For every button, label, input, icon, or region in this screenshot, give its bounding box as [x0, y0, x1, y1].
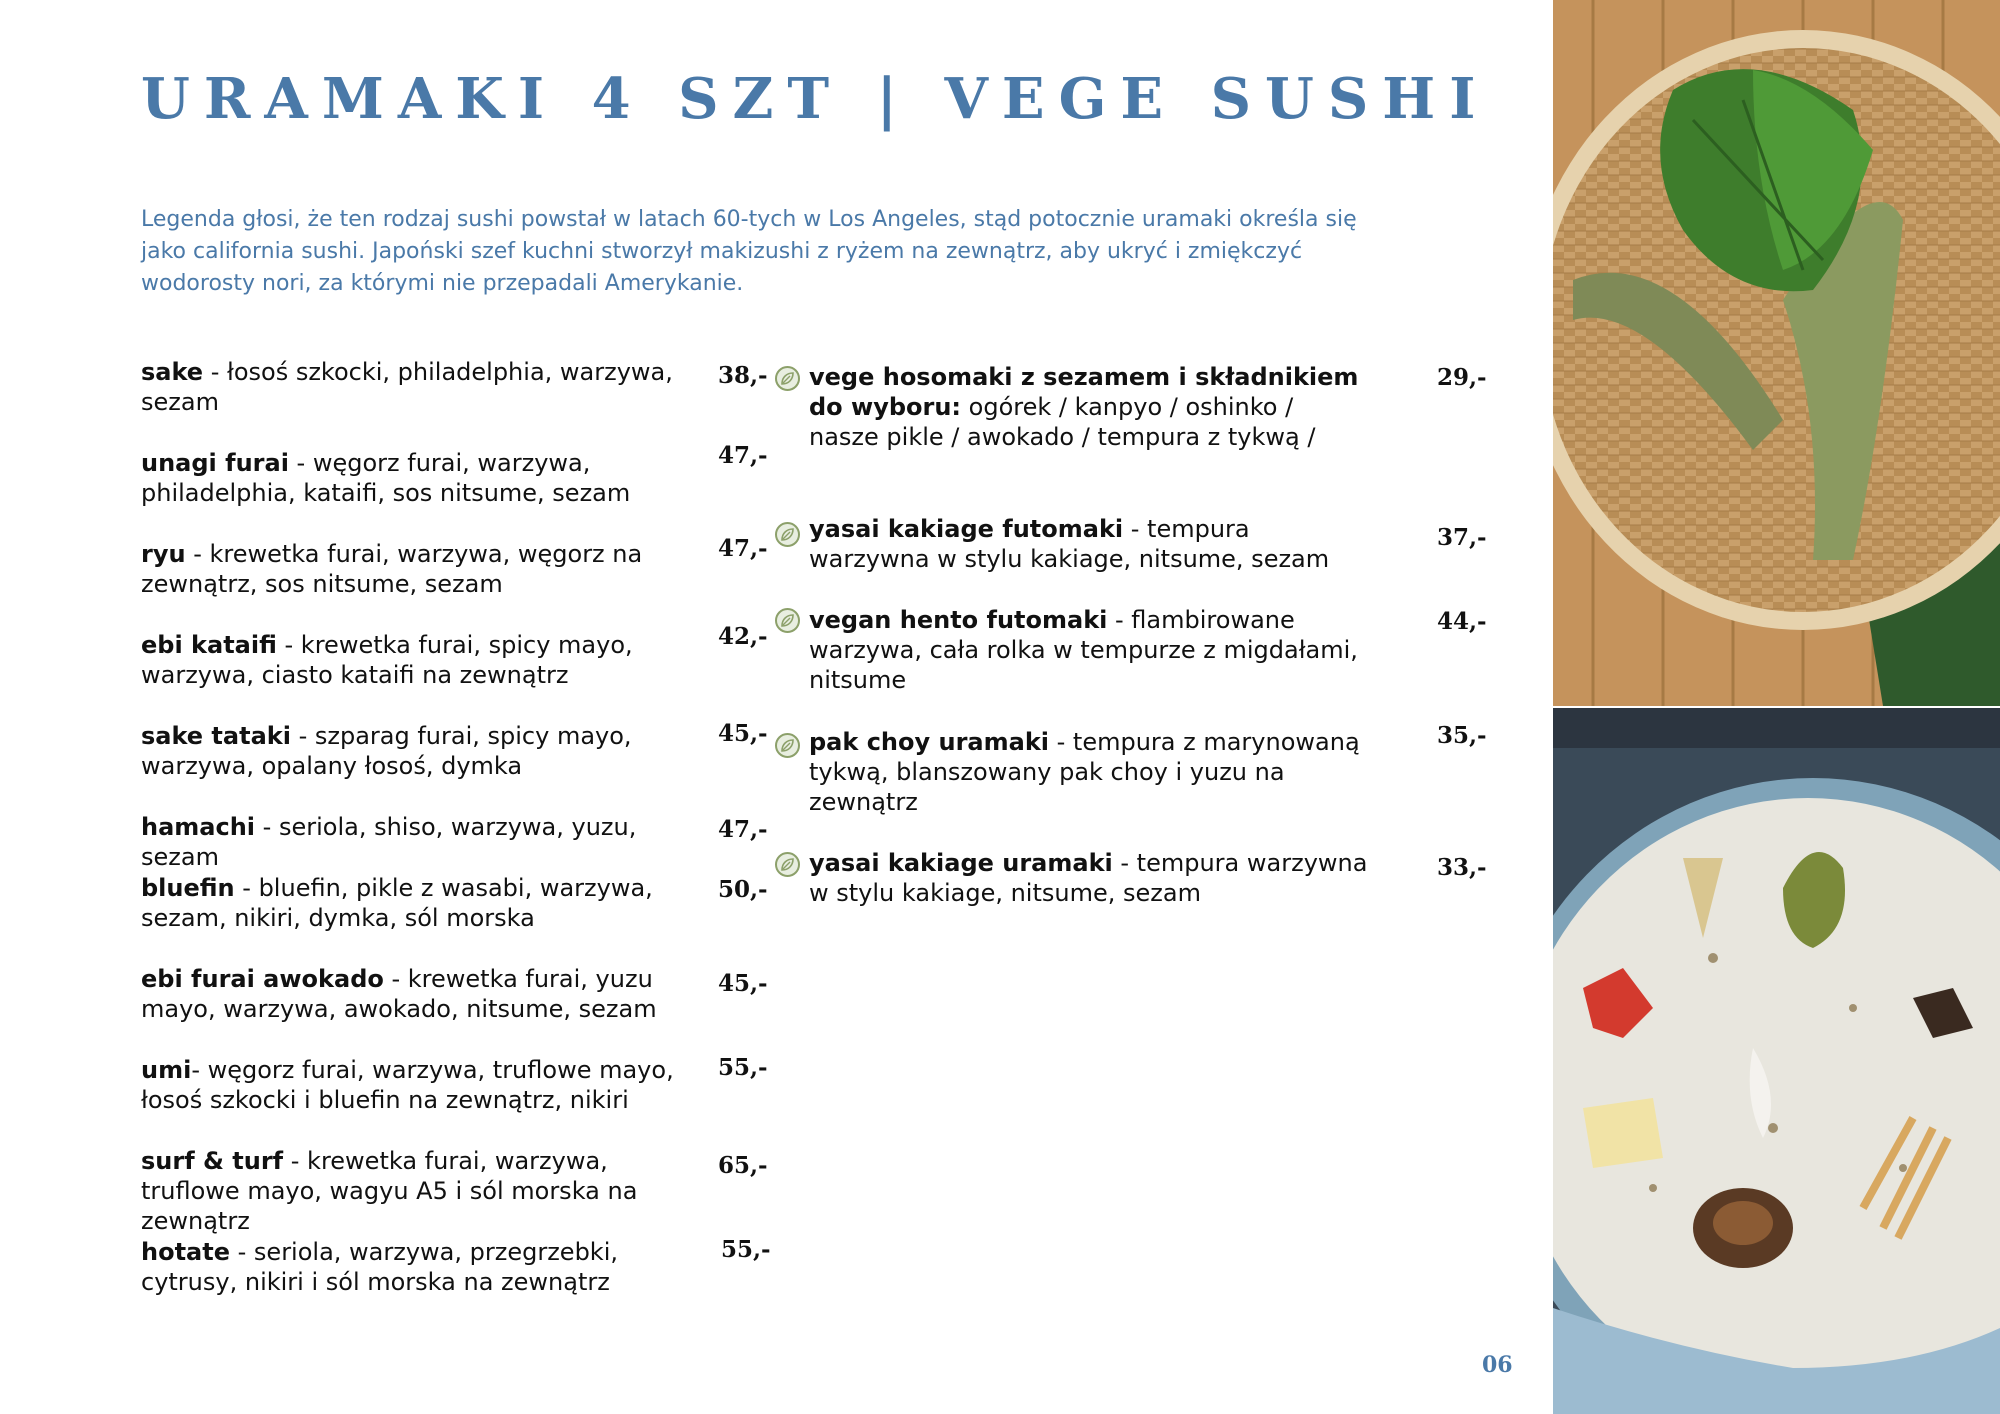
item-description: - szparag furai, spicy mayo, warzywa, opalany łosoś, dymka: [141, 722, 632, 780]
item-name: surf & turf: [141, 1147, 284, 1175]
menu-item: [141, 448, 706, 508]
menu-item: [141, 964, 706, 1024]
vegan-leaf-icon: [775, 366, 800, 391]
page-number: 06: [1482, 1352, 1513, 1378]
menu-item: [141, 1146, 706, 1236]
item-price: 35,-: [1437, 722, 1487, 749]
menu-item: [141, 721, 706, 781]
item-description: - seriola, warzywa, przegrzebki, cytrusy, nikiri i sól morska na zewnątrz: [141, 1238, 618, 1296]
item-price: 65,-: [718, 1152, 768, 1179]
item-description: - bluefin, pikle z wasabi, warzywa, sezam, nikiri, dymka, sól morska: [141, 874, 653, 932]
item-description: - tempura warzywna w stylu kakiage, nitsume, sezam: [809, 849, 1368, 907]
item-name: pak choy uramaki: [809, 728, 1049, 756]
item-price: 38,-: [718, 362, 768, 389]
item-description: - seriola, shiso, warzywa, yuzu, sezam: [141, 813, 637, 871]
item-name: unagi furai: [141, 449, 289, 477]
item-name: yasai kakiage uramaki: [809, 849, 1113, 877]
item-name: vege hosomaki z sezamem i składnikiem do wyboru:: [809, 363, 1359, 421]
page-title: URAMAKI 4 SZT | VEGE SUSHI: [141, 66, 1490, 132]
vegan-leaf-icon: [775, 733, 800, 758]
item-description: - krewetka furai, spicy mayo, warzywa, ciasto kataifi na zewnątrz: [141, 631, 633, 689]
vegan-leaf-icon: [775, 608, 800, 633]
item-name: ryu: [141, 540, 186, 568]
item-price: 55,-: [718, 1054, 768, 1081]
item-description: - tempura warzywna w stylu kakiage, nitsume, sezam: [809, 515, 1330, 573]
menu-item: [141, 812, 706, 872]
item-name: umi: [141, 1056, 192, 1084]
menu-item: [141, 873, 706, 933]
menu-item: [809, 514, 1369, 574]
item-description: ogórek / kanpyo / oshinko / nasze pikle / awokado / tempura z tykwą /: [809, 393, 1316, 451]
item-description: - flambirowane warzywa, cała rolka w tempurze z migdałami, nitsume: [809, 606, 1358, 694]
item-name: sake: [141, 358, 204, 386]
item-price: 47,-: [718, 535, 768, 562]
menu-item: [141, 1055, 706, 1115]
item-price: 45,-: [718, 720, 768, 747]
item-description: - krewetka furai, warzywa, truflowe mayo, wagyu A5 i sól morska na zewnątrz: [141, 1147, 638, 1235]
pickles-plate-photo: [1553, 708, 2000, 1414]
item-price: 37,-: [1437, 524, 1487, 551]
menu-item: [141, 1237, 706, 1297]
menu-item: [809, 848, 1369, 908]
item-description: - tempura z marynowaną tykwą, blanszowany pak choy i yuzu na zewnątrz: [809, 728, 1360, 816]
item-name: hotate: [141, 1238, 230, 1266]
item-price: 42,-: [718, 623, 768, 650]
item-name: hamachi: [141, 813, 256, 841]
menu-item: [141, 630, 706, 690]
item-description: - krewetka furai, warzywa, węgorz na zewnątrz, sos nitsume, sezam: [141, 540, 643, 598]
item-price: 45,-: [718, 970, 768, 997]
menu-item: [809, 727, 1369, 817]
item-price: 33,-: [1437, 854, 1487, 881]
item-description: - węgorz furai, warzywa, truflowe mayo, łosoś szkocki i bluefin na zewnątrz, nikiri: [141, 1056, 674, 1114]
item-name: sake tataki: [141, 722, 291, 750]
item-description: - węgorz furai, warzywa, philadelphia, kataifi, sos nitsume, sezam: [141, 449, 631, 507]
menu-item: [809, 605, 1369, 695]
item-name: vegan hento futomaki: [809, 606, 1108, 634]
item-price: 55,-: [721, 1236, 771, 1263]
vegan-leaf-icon: [775, 852, 800, 877]
item-price: 44,-: [1437, 608, 1487, 635]
item-price: 29,-: [1437, 364, 1487, 391]
wasabi-shiso-photo: [1553, 0, 2000, 706]
vegan-leaf-icon: [775, 522, 800, 547]
menu-item: [141, 357, 706, 417]
item-price: 47,-: [718, 816, 768, 843]
item-price: 50,-: [718, 876, 768, 903]
item-description: - łosoś szkocki, philadelphia, warzywa, sezam: [141, 358, 673, 416]
menu-item: [809, 362, 1369, 452]
item-name: bluefin: [141, 874, 235, 902]
menu-item: [141, 539, 706, 599]
item-description: - krewetka furai, yuzu mayo, warzywa, awokado, nitsume, sezam: [141, 965, 657, 1023]
item-name: yasai kakiage futomaki: [809, 515, 1124, 543]
item-name: ebi furai awokado: [141, 965, 384, 993]
item-price: 47,-: [718, 442, 768, 469]
item-name: ebi kataifi: [141, 631, 277, 659]
intro-text: Legenda głosi, że ten rodzaj sushi powstał w latach 60-tych w Los Angeles, stąd potocznie uramaki określa się jako california sushi. Japoński szef kuchni stworzył makizushi z ryżem na zewnątrz, aby ukryć i zmiękczyć wodorosty nori, za którymi nie przepadali Amerykanie.: [141, 207, 1357, 296]
